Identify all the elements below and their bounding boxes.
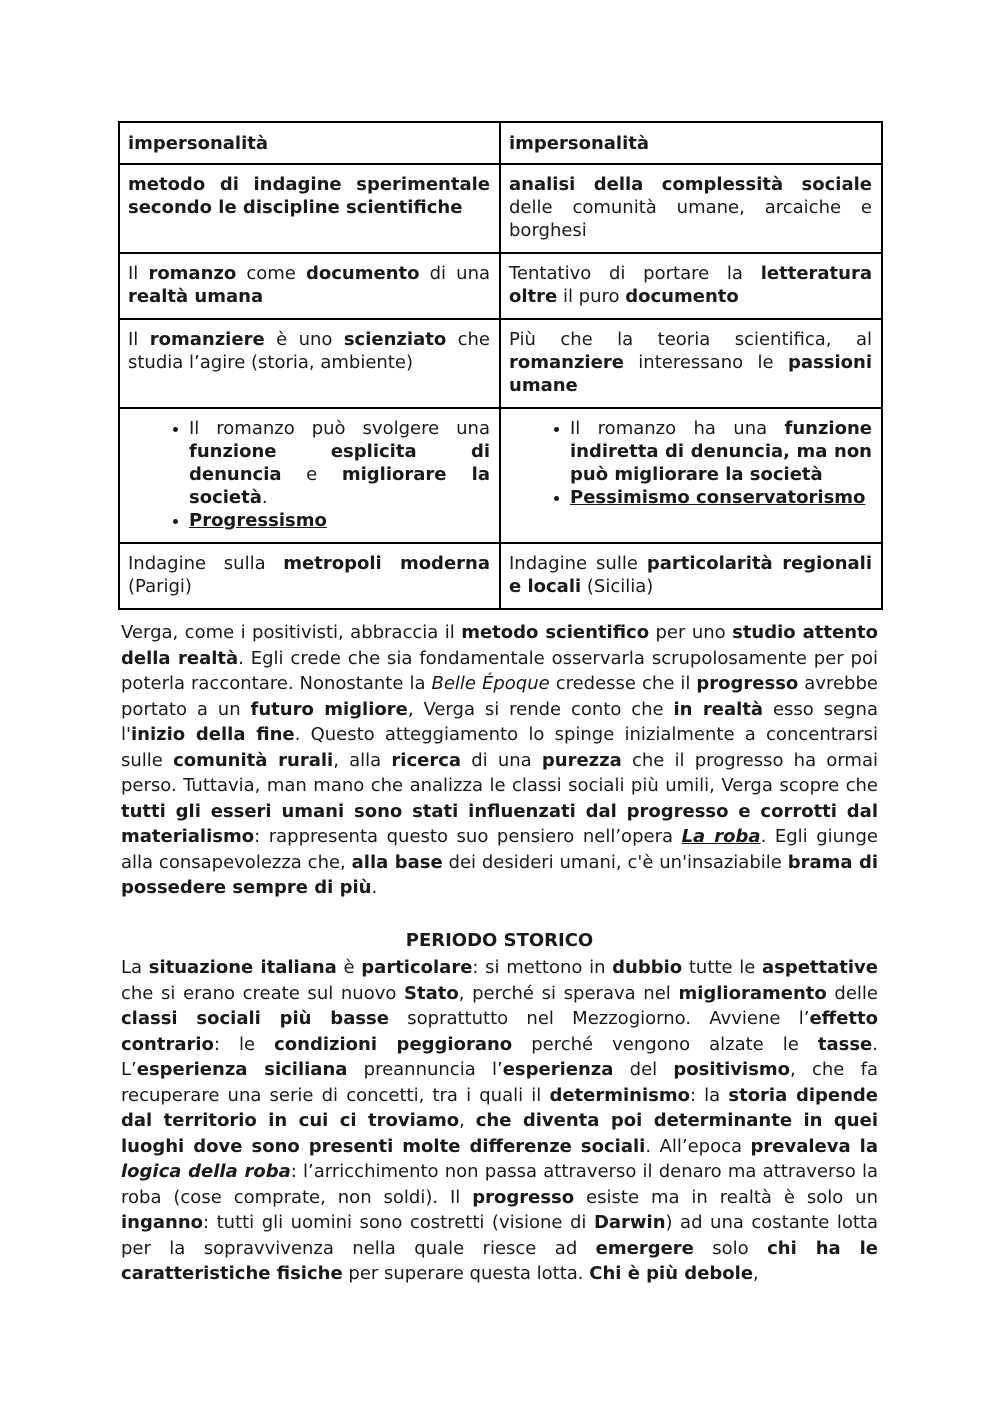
text-run: : tutti gli uomini sono costretti (visione di xyxy=(203,1212,594,1233)
text-run: Progressismo xyxy=(189,510,327,531)
text-run: classi sociali più basse xyxy=(121,1008,389,1029)
text-run: storia dipende dal territorio in cui ci troviamo xyxy=(121,1084,879,1131)
text-run: . Egli crede che sia fondamentale osservarla scrupolosamente per poi poterla raccontare. Nonostante la xyxy=(121,647,878,694)
verga-paragraph xyxy=(121,620,878,901)
text-run: il puro xyxy=(557,286,626,307)
text-run: perché vengono alzate le xyxy=(512,1033,818,1055)
text-run: per superare questa lotta. xyxy=(342,1263,590,1284)
paragraph-text xyxy=(121,955,878,1287)
text-run: Il xyxy=(128,329,150,350)
text-run: Belle Époque xyxy=(431,673,550,694)
text-run: esperienza xyxy=(502,1059,614,1080)
text-run: Indagine sulla xyxy=(128,553,284,574)
table-row xyxy=(119,122,882,164)
text-run: Stato xyxy=(404,982,459,1004)
text-run: romanzo xyxy=(148,263,237,284)
text-run: è xyxy=(336,957,362,978)
text-run: : rappresenta questo suo pensiero nell’opera xyxy=(254,826,682,847)
text-run: ) ad una costante lotta per la sopravvivenza nella quale riesce ad xyxy=(121,1212,878,1259)
text-run: particolare xyxy=(361,957,473,978)
text-run: come xyxy=(236,263,307,284)
text-run: alla base xyxy=(351,851,443,873)
text-run: , che fa recuperare una serie di concetti, tra i quali il xyxy=(121,1059,878,1106)
text-run: delle comunità umane, arcaiche e borghesi xyxy=(509,197,872,241)
text-run: Pessimismo conservatorismo xyxy=(570,487,866,508)
text-run: chi ha le caratteristiche fisiche xyxy=(121,1237,878,1284)
periodo-storico-paragraph xyxy=(121,955,878,1287)
text-run: metodo di indagine sperimentale secondo le discipline scientifiche xyxy=(128,174,490,218)
text-run: , xyxy=(753,1263,759,1284)
table-cell-right xyxy=(500,122,882,164)
text-run: : le xyxy=(213,1033,275,1055)
table-row xyxy=(119,543,882,609)
text-run: effetto contrario xyxy=(121,1008,879,1055)
text-run: condizioni peggiorano xyxy=(274,1033,513,1055)
text-run: situazione italiana xyxy=(148,957,337,978)
text-run: , xyxy=(459,1110,476,1131)
text-run: determinismo xyxy=(549,1084,690,1106)
text-run: documento xyxy=(625,286,739,307)
list-item xyxy=(570,417,872,486)
text-run: esso segna l' xyxy=(121,698,878,745)
text-run: . L’ xyxy=(121,1033,878,1080)
text-run: che il progresso ha ormai perso. Tuttavia, man mano che analizza le classi sociali più umili, Verga scopre che xyxy=(121,749,878,796)
table-cell-left xyxy=(119,408,500,543)
text-run: tutti gli esseri umani sono stati influenzati dal progresso e corrotti dal materialismo xyxy=(121,800,878,847)
text-run: funzione indiretta di denuncia, ma non può migliorare la società xyxy=(570,418,872,485)
text-run: dubbio xyxy=(612,957,683,978)
text-run: esiste ma in realtà è solo un xyxy=(574,1186,879,1208)
text-run: studio attento della realtà xyxy=(121,622,878,669)
text-run: tasse xyxy=(817,1033,873,1055)
list-item xyxy=(189,417,490,509)
table-cell-left xyxy=(119,253,500,319)
text-run: brama di possedere sempre di più xyxy=(121,851,878,898)
bullet-list xyxy=(128,417,490,532)
text-run: inizio della fine xyxy=(130,724,295,745)
table-row xyxy=(119,253,882,319)
section-heading: PERIODO STORICO xyxy=(405,930,594,951)
text-run: Verga, come i positivisti, abbraccia il xyxy=(121,622,462,643)
text-run: scienziato xyxy=(343,329,447,350)
text-run: Il romanzo può svolgere una xyxy=(189,418,490,439)
text-run: impersonalità xyxy=(128,133,269,154)
text-run: soprattutto nel Mezzogiorno. Avviene l’ xyxy=(388,1008,810,1029)
text-run: . xyxy=(261,487,268,508)
text-run: Darwin xyxy=(593,1212,666,1233)
text-run: positivismo xyxy=(673,1059,791,1080)
text-run: Chi è più debole xyxy=(589,1263,754,1284)
text-run: letteratura oltre xyxy=(509,263,872,307)
text-run: tutte le xyxy=(682,957,762,978)
paragraph-text xyxy=(121,620,878,901)
text-run: , alla xyxy=(333,749,392,771)
text-run: e xyxy=(281,464,342,485)
text-run: (Parigi) xyxy=(128,576,192,597)
text-run: metropoli moderna xyxy=(283,553,490,574)
text-run: credesse che il xyxy=(549,673,697,694)
text-run: . Questo atteggiamento lo spinge inizialmente a concentrarsi sulle xyxy=(121,724,878,771)
table-cell-left xyxy=(119,164,500,253)
comparison-table xyxy=(118,121,883,610)
text-run: di una xyxy=(461,749,542,771)
text-run: migliorare la società xyxy=(189,464,490,508)
text-run: impersonalità xyxy=(509,133,650,154)
table-cell-right xyxy=(500,319,882,408)
text-run: metodo scientifico xyxy=(461,622,650,643)
text-run: Il xyxy=(128,263,149,284)
text-run: documento xyxy=(306,263,420,284)
table-cell-right xyxy=(500,253,882,319)
text-run: purezza xyxy=(541,749,622,771)
text-run: esperienza siciliana xyxy=(136,1059,348,1080)
text-run: , Verga si rende conto che xyxy=(407,698,674,720)
text-run: avrebbe portato a un xyxy=(121,673,878,720)
text-run: che diventa poi determinante in quei luoghi dove sono presenti molte differenze sociali xyxy=(121,1110,879,1157)
text-run: preannuncia l’ xyxy=(347,1059,503,1080)
text-run: , perché si sperava nel xyxy=(458,982,679,1004)
table-row xyxy=(119,408,882,543)
text-run: futuro migliore xyxy=(250,698,408,720)
text-run: (Sicilia) xyxy=(581,576,654,597)
text-run: che si erano create sul nuovo xyxy=(121,982,405,1004)
text-run: ricerca xyxy=(391,749,462,771)
table-cell-left xyxy=(119,122,500,164)
text-run: realtà umana xyxy=(128,286,264,307)
list-item xyxy=(570,486,872,509)
text-run: Indagine sulle xyxy=(509,553,647,574)
table-row xyxy=(119,319,882,408)
text-run: funzione esplicita di denuncia xyxy=(189,441,490,485)
text-run: romanziere xyxy=(509,352,624,373)
text-run: di una xyxy=(419,263,491,284)
text-run: miglioramento xyxy=(678,982,827,1004)
text-run: : l’arricchimento non passa attraverso il denaro ma attraverso la roba (cose comprate, non soldi). Il xyxy=(121,1161,878,1208)
text-run: che studia l’agire (storia, ambiente) xyxy=(128,329,490,373)
list-item xyxy=(189,509,490,532)
text-run: : la xyxy=(689,1084,729,1106)
text-run: La xyxy=(121,957,149,978)
text-run: solo xyxy=(693,1237,768,1259)
table-cell-left xyxy=(119,319,500,408)
text-run: del xyxy=(613,1059,674,1080)
table-cell-right xyxy=(500,164,882,253)
text-run: Il romanzo ha una xyxy=(570,418,785,439)
text-run: emergere xyxy=(595,1237,694,1259)
text-run: passioni umane xyxy=(509,352,872,396)
table-row xyxy=(119,164,882,253)
table-cell-right xyxy=(500,543,882,609)
table-cell-left xyxy=(119,543,500,609)
text-run: Più che la teoria scientifica, al xyxy=(509,329,872,350)
text-run: progresso xyxy=(696,673,799,694)
table-cell-right xyxy=(500,408,882,543)
text-run: dei desideri umani, c'è un'insaziabile xyxy=(442,851,788,873)
bullet-list xyxy=(509,417,872,509)
text-run: : si mettono in xyxy=(472,957,613,978)
text-run: inganno xyxy=(121,1212,204,1233)
text-run: . xyxy=(371,877,378,898)
text-run: . Egli giunge alla consapevolezza che, xyxy=(121,826,878,873)
text-run: è uno xyxy=(264,329,344,350)
text-run: interessano le xyxy=(623,352,789,373)
text-run: Tentativo di portare la xyxy=(509,263,761,284)
text-run: . All’epoca xyxy=(645,1135,751,1157)
text-run: in realtà xyxy=(673,698,764,720)
text-run: logica della roba xyxy=(121,1161,291,1182)
text-run: progresso xyxy=(472,1186,575,1208)
text-run: delle xyxy=(826,982,878,1004)
text-run: romanziere xyxy=(149,329,265,350)
text-run: La roba xyxy=(681,826,761,847)
text-run: per uno xyxy=(649,622,733,643)
text-run: comunità rurali xyxy=(173,749,334,771)
text-run: particolarità regionali e locali xyxy=(509,553,872,597)
text-run: prevaleva la xyxy=(750,1135,878,1157)
text-run: aspettative xyxy=(761,957,878,978)
text-run: analisi della complessità sociale xyxy=(509,174,872,195)
